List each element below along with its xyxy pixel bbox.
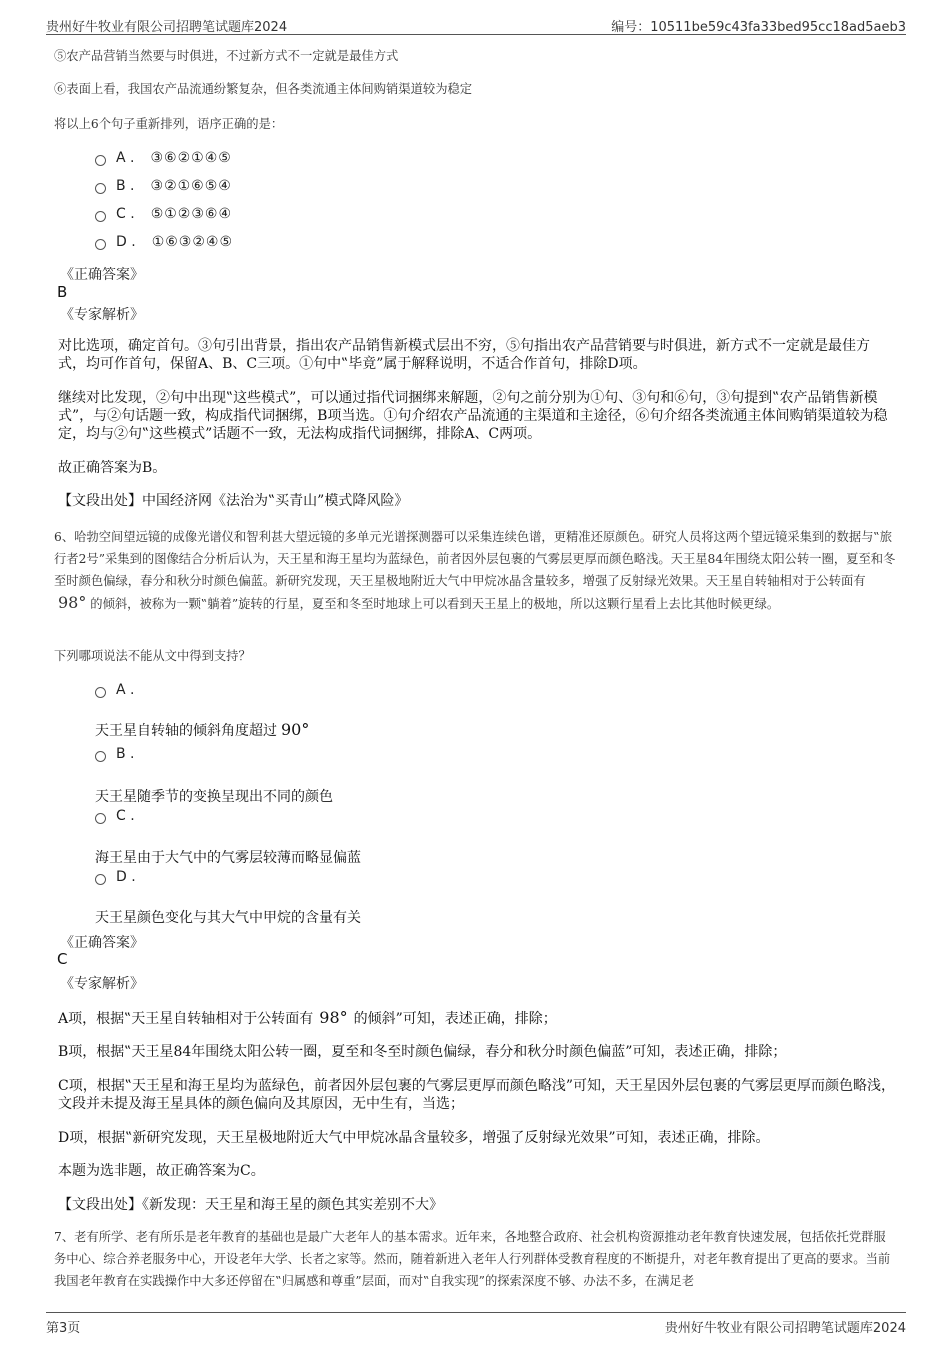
q5-analysis-p3: 故正确答案为B。: [58, 460, 167, 476]
radio-icon[interactable]: [95, 155, 106, 166]
option-text: ③⑥②①④⑤: [150, 150, 232, 166]
q5-sentence-5: ⑤农产品营销当然要与时俱进，不过新方式不一定就是最佳方式: [54, 49, 399, 63]
radio-icon[interactable]: [95, 813, 106, 824]
q6-stem-angle: 98°: [58, 593, 87, 612]
page-footer: [46, 1312, 906, 1335]
q5-answer-label: 《正确答案》: [60, 267, 144, 283]
option-letter: D .: [116, 234, 136, 250]
q5-answer: B: [57, 283, 68, 301]
q6-answer-label: 《正确答案》: [60, 935, 144, 951]
page-header: [46, 14, 906, 35]
q6-stem-part-2: 的倾斜，被称为一颗‟躺着”旋转的行星，夏至和冬至时地球上可以看到天王星上的极地，所以这颗行星看上去比其他时候更绿。: [90, 597, 780, 611]
footer-doc-title: 贵州好牛牧业有限公司招聘笔试题库2024: [664, 1321, 906, 1336]
option-letter: C .: [116, 206, 135, 222]
q6-option-b[interactable]: [95, 746, 151, 762]
q6-option-a-text: [95, 720, 309, 740]
header-doc-title: 贵州好牛牧业有限公司招聘笔试题库2024: [46, 20, 288, 35]
q7-stem: 7、老有所学、老有所乐是老年教育的基础也是最广大老年人的基本需求。近年来，各地整合政府、社会机构资源推动老年教育快速发展，包括依托党群服务中心、综合养老服务中心，开设老年大学、长者之家等。然而，随着新进入老年人行列群体受教育程度的不断提升，对老年教育提出了更高的要求。当前我国老年教育在实践操作中大多还停留在‟归属感和尊重”层面，而对‟自我实现”的探索深度不够、办法不多，在满足老: [54, 1230, 891, 1288]
option-text: ③②①⑥⑤④: [150, 178, 232, 194]
radio-icon[interactable]: [95, 239, 106, 250]
q6-option-c[interactable]: [95, 808, 151, 824]
q5-source: 【文段出处】中国经济网《法治为‟买青山”模式降风险》: [58, 493, 409, 509]
q5-option-b[interactable]: [95, 178, 232, 194]
radio-icon[interactable]: [95, 874, 106, 885]
q5-analysis-p1: 对比选项，确定首句。③句引出背景，指出农产品销售新模式层出不穷，⑤句指出农产品营销要与时俱进，新方式不一定就是最佳方式，均可作首句，保留A、B、C三项。①句中‟毕竟”属于解释说明，不适合作首句，排除D项。: [58, 338, 870, 372]
q6-analysis-d: D项，根据‟新研究发现，天王星极地附近大气中甲烷冰晶含量较多，增强了反射绿光效果”可知，表述正确，排除。: [58, 1130, 770, 1146]
option-angle: 90°: [281, 720, 310, 739]
option-letter: D .: [116, 869, 136, 885]
q5-prompt: 将以上6个句子重新排列，语序正确的是：: [54, 117, 284, 131]
option-letter: A .: [116, 150, 135, 166]
analysis-a-angle: 98°: [319, 1008, 348, 1027]
option-text: ⑤①②③⑥④: [150, 206, 232, 222]
q6-prompt: 下列哪项说法不能从文中得到支持？: [54, 649, 251, 663]
q5-sentence-6: ⑥表面上看，我国农产品流通纷繁复杂，但各类流通主体间购销渠道较为稳定: [54, 82, 473, 96]
q6-conclusion: 本题为选非题，故正确答案为C。: [58, 1163, 265, 1179]
radio-icon[interactable]: [95, 687, 106, 698]
radio-icon[interactable]: [95, 751, 106, 762]
option-text: ①⑥③②④⑤: [151, 234, 233, 250]
q6-option-c-text: 海王星由于大气中的气雾层较薄而略显偏蓝: [95, 850, 361, 866]
q6-option-a[interactable]: [95, 682, 150, 698]
q5-option-a[interactable]: [95, 150, 232, 166]
q5-analysis-p2: 继续对比发现，②句中出现‟这些模式”，可以通过指代词捆绑来解题，②句之前分别为①句、③句和⑥句，③句提到‟农产品销售新模式”，与②句话题一致，构成指代词捆绑，B项当选。①句介绍农产品流通的主渠道和主途径，⑥句介绍各类流通主体间购销渠道较为稳定，均与②句‟这些模式”话题不一致，无法构成指代词捆绑，排除A、C两项。: [58, 390, 888, 442]
footer-page-number: 第3页: [46, 1321, 81, 1336]
option-letter: B .: [116, 178, 135, 194]
radio-icon[interactable]: [95, 211, 106, 222]
q6-analysis-c: C项，根据‟天王星和海王星均为蓝绿色，前者因外层包裹的气雾层更厚而颜色略浅”可知，天王星因外层包裹的气雾层更厚而颜色略浅，文段并未提及海王星具体的颜色偏向及其原因，无中生有，当选；: [58, 1078, 896, 1112]
q6-answer: C: [57, 950, 68, 968]
q6-analysis-b: B项，根据‟天王星84年围绕太阳公转一圈，夏至和冬至时颜色偏绿，春分和秋分时颜色偏蓝”可知，表述正确，排除；: [58, 1044, 787, 1060]
q5-option-d[interactable]: [95, 234, 233, 250]
q5-analysis-label: 《专家解析》: [60, 307, 144, 323]
q6-analysis-label: 《专家解析》: [60, 976, 144, 992]
q6-option-d[interactable]: [95, 869, 152, 885]
option-letter: A .: [116, 682, 135, 698]
q6-stem: [54, 526, 896, 615]
q6-stem-part-1: 6、哈勃空间望远镜的成像光谱仪和智利甚大望远镜的多单元光谱探测器可以采集连续色谱，更精准还原颜色。研究人员将这两个望远镜采集到的数据与‟旅行者2号”采集到的图像结合分析后认为，天王星和海王星均为蓝绿色，前者因外层包裹的气雾层更厚而颜色略浅。天王星84年围绕太阳公转一圈，夏至和冬至时颜色偏绿，春分和秋分时颜色偏蓝。新研究发现，天王星极地附近大气中甲烷冰晶含量较多，增强了反射绿光效果。天王星自转轴相对于公转面有: [54, 530, 896, 588]
option-text: 天王星自转轴的倾斜角度超过: [95, 723, 277, 739]
q6-option-d-text: 天王星颜色变化与其大气中甲烷的含量有关: [95, 910, 361, 926]
option-letter: B .: [116, 746, 135, 762]
q6-source: 【文段出处】《新发现：天王星和海王星的颜色其实差别不大》: [58, 1197, 443, 1213]
header-doc-id: 编号：10511be59c43fa33bed95cc18ad5aeb3: [611, 20, 906, 35]
option-letter: C .: [116, 808, 135, 824]
radio-icon[interactable]: [95, 183, 106, 194]
q5-option-c[interactable]: [95, 206, 232, 222]
q6-analysis-a: [58, 1009, 896, 1028]
analysis-a-pre: A项，根据‟天王星自转轴相对于公转面有: [58, 1011, 314, 1027]
analysis-a-post: 的倾斜”可知，表述正确，排除；: [353, 1011, 557, 1027]
q6-option-b-text: 天王星随季节的变换呈现出不同的颜色: [95, 789, 333, 805]
